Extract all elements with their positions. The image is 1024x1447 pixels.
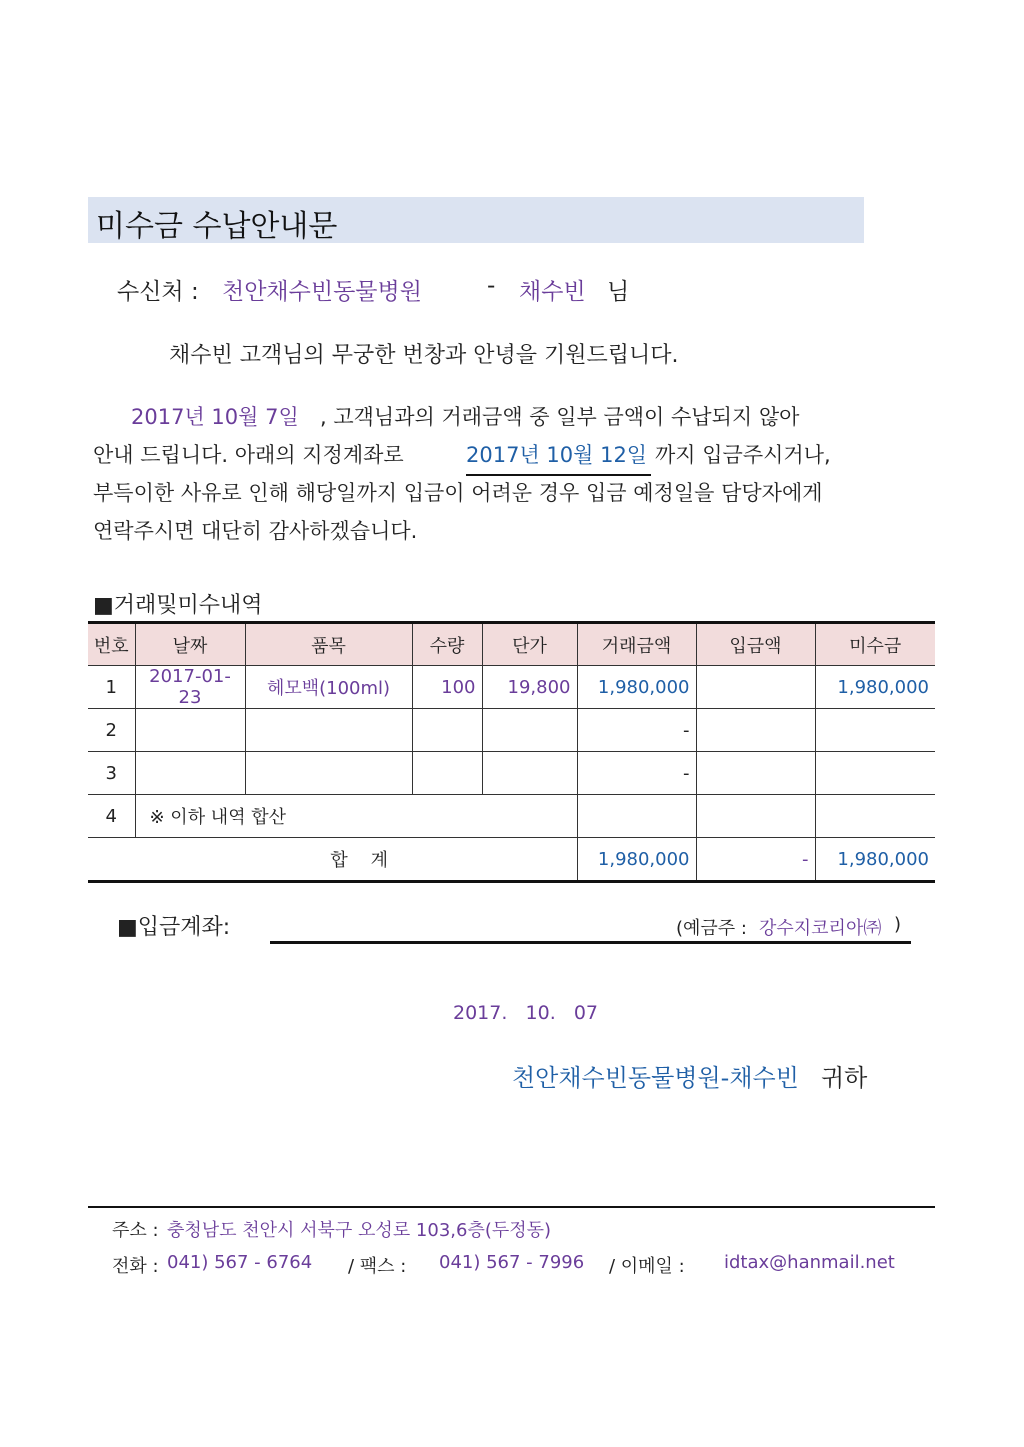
footer-divider: [88, 1206, 935, 1208]
footer-email[interactable]: idtax@hanmail.net: [724, 1252, 895, 1273]
cell-qty: [412, 752, 482, 795]
cell-unit-price: 19,800: [482, 666, 577, 709]
header-amount: 거래금액: [577, 623, 696, 666]
notice-line2-post: 까지 입금주시거나,: [655, 443, 831, 467]
cell-qty: [412, 709, 482, 752]
cell-unpaid: [815, 752, 935, 795]
title-bar: [88, 197, 864, 243]
cell-paid: [696, 795, 815, 838]
cell-paid: [696, 752, 815, 795]
cell-unit-price: [482, 752, 577, 795]
cell-unit-price: [482, 709, 577, 752]
cell-amount: [577, 795, 696, 838]
header-no: 번호: [88, 623, 135, 666]
recipient-dash: -: [487, 273, 496, 299]
table-row: [88, 666, 935, 709]
notice-line1: , 고객님과의 거래금액 중 일부 금액이 수납되지 않아: [320, 405, 800, 429]
notice-date: 2017년 10월 7일: [131, 405, 299, 429]
cell-item: [245, 709, 412, 752]
header-unit-price: 단가: [482, 623, 577, 666]
cell-summary-note: ※ 이하 내역 합산: [135, 795, 577, 838]
notice-due-date: 2017년 10월 12일: [466, 436, 651, 476]
cell-no: 3: [88, 752, 135, 795]
recipient-company: 천안채수빈동물병원: [222, 279, 422, 305]
footer-address: 충청남도 천안시 서북구 오성로 103,6층(두정동): [167, 1220, 552, 1241]
table-row: [88, 752, 935, 795]
table-row: [88, 709, 935, 752]
notice-line4: 연락주시면 대단히 감사하겠습니다.: [93, 519, 418, 543]
recipient-name: 채수빈: [519, 279, 586, 305]
greeting-text: 채수빈 고객님의 무궁한 번창과 안녕을 기원드립니다.: [169, 343, 679, 368]
recipient-label: 수신처 :: [117, 279, 199, 305]
footer-phone: 041) 567 - 6764: [167, 1252, 313, 1273]
total-label: [88, 838, 577, 882]
account-holder-label: (예금주 :: [676, 918, 747, 939]
cell-date: [135, 752, 245, 795]
cell-paid: [696, 709, 815, 752]
cell-item: [245, 752, 412, 795]
cell-qty: 100: [412, 666, 482, 709]
header-qty: 수량: [412, 623, 482, 666]
total-label-text: 합 계: [330, 850, 389, 871]
total-amount: 1,980,000: [577, 838, 696, 882]
total-row: [88, 838, 935, 882]
cell-amount: -: [577, 752, 696, 795]
notice-line2-pre: 안내 드립니다. 아래의 지정계좌로: [93, 443, 404, 467]
header-item: 품목: [245, 623, 412, 666]
recipient-honorific: 님: [607, 279, 630, 305]
cell-item: 헤모백(100ml): [245, 666, 412, 709]
signature-suffix: 귀하: [821, 1064, 868, 1092]
cell-date: [135, 709, 245, 752]
cell-no: 1: [88, 666, 135, 709]
cell-unpaid: 1,980,000: [815, 666, 935, 709]
account-number-line: [270, 941, 911, 944]
account-holder-name: 강수지코리아㈜: [759, 918, 882, 939]
table-row: [88, 795, 935, 838]
header-date: 날짜: [135, 623, 245, 666]
account-holder-close: ): [894, 914, 902, 935]
page-title: 미수금 수납안내문: [96, 209, 338, 244]
cell-unpaid: [815, 795, 935, 838]
signature-name: 천안채수빈동물병원-채수빈: [512, 1064, 799, 1092]
table-header-row: [88, 623, 935, 666]
cell-paid: [696, 666, 815, 709]
cell-unpaid: [815, 709, 935, 752]
cell-amount: 1,980,000: [577, 666, 696, 709]
section-heading: ■거래및미수내역: [93, 593, 263, 618]
notice-line3: 부득이한 사유로 인해 해당일까지 입금이 어려운 경우 입금 예정일을 담당자에게: [93, 481, 823, 505]
header-unpaid: 미수금: [815, 623, 935, 666]
cell-amount: -: [577, 709, 696, 752]
document-date: 2017. 10. 07: [453, 1002, 599, 1024]
cell-no: 2: [88, 709, 135, 752]
footer-phone-label: 전화 :: [112, 1256, 159, 1277]
account-heading: ■입금계좌:: [117, 915, 231, 940]
cell-date: 2017-01-23: [135, 666, 245, 709]
header-paid: 입금액: [696, 623, 815, 666]
ledger-table: [88, 621, 935, 883]
footer-fax: 041) 567 - 7996: [439, 1252, 585, 1273]
total-paid: -: [696, 838, 815, 882]
footer-fax-label: / 팩스 :: [348, 1256, 407, 1277]
cell-no: 4: [88, 795, 135, 838]
footer-address-label: 주소 :: [112, 1220, 159, 1241]
footer-email-label: / 이메일 :: [609, 1256, 685, 1277]
total-unpaid: 1,980,000: [815, 838, 935, 882]
